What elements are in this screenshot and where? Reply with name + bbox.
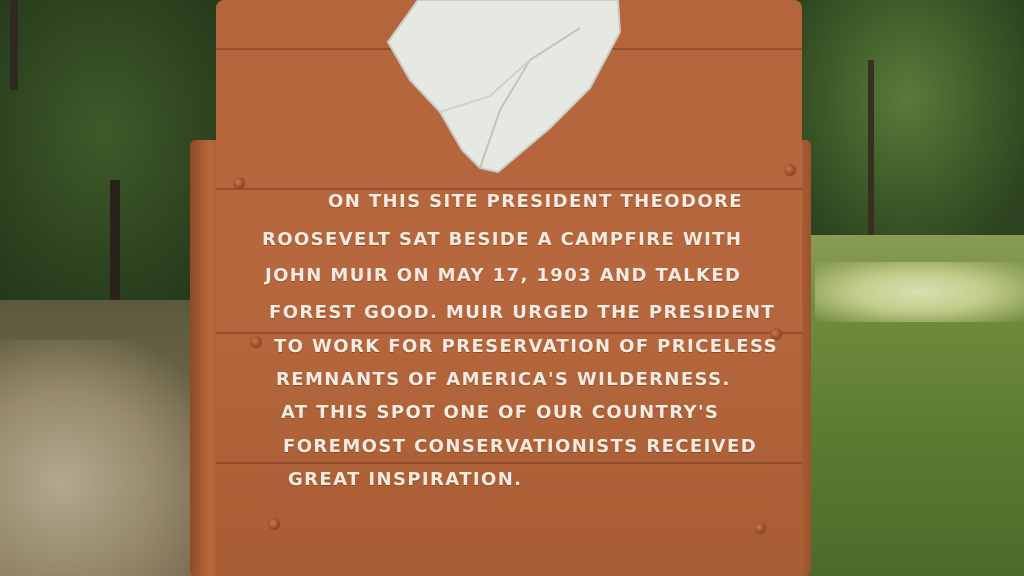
inscription-line: ROOSEVELT SAT BESIDE A CAMPFIRE WITH — [262, 229, 743, 250]
inscription-line: TO WORK FOR PRESERVATION OF PRICELESS — [274, 336, 778, 357]
inscription-line: REMNANTS OF AMERICA'S WILDERNESS. — [276, 369, 731, 390]
inscription-line: ON THIS SITE PRESIDENT THEODORE — [328, 191, 744, 212]
inscription-line: FOREMOST CONSERVATIONISTS RECEIVED — [283, 436, 758, 457]
inscription-line: FOREST GOOD. MUIR URGED THE PRESIDENT — [269, 302, 776, 323]
inscription-line: JOHN MUIR ON MAY 17, 1903 AND TALKED — [265, 265, 742, 286]
inscription-line: GREAT INSPIRATION. — [288, 469, 523, 490]
inscription-line: AT THIS SPOT ONE OF OUR COUNTRY'S — [281, 402, 720, 423]
